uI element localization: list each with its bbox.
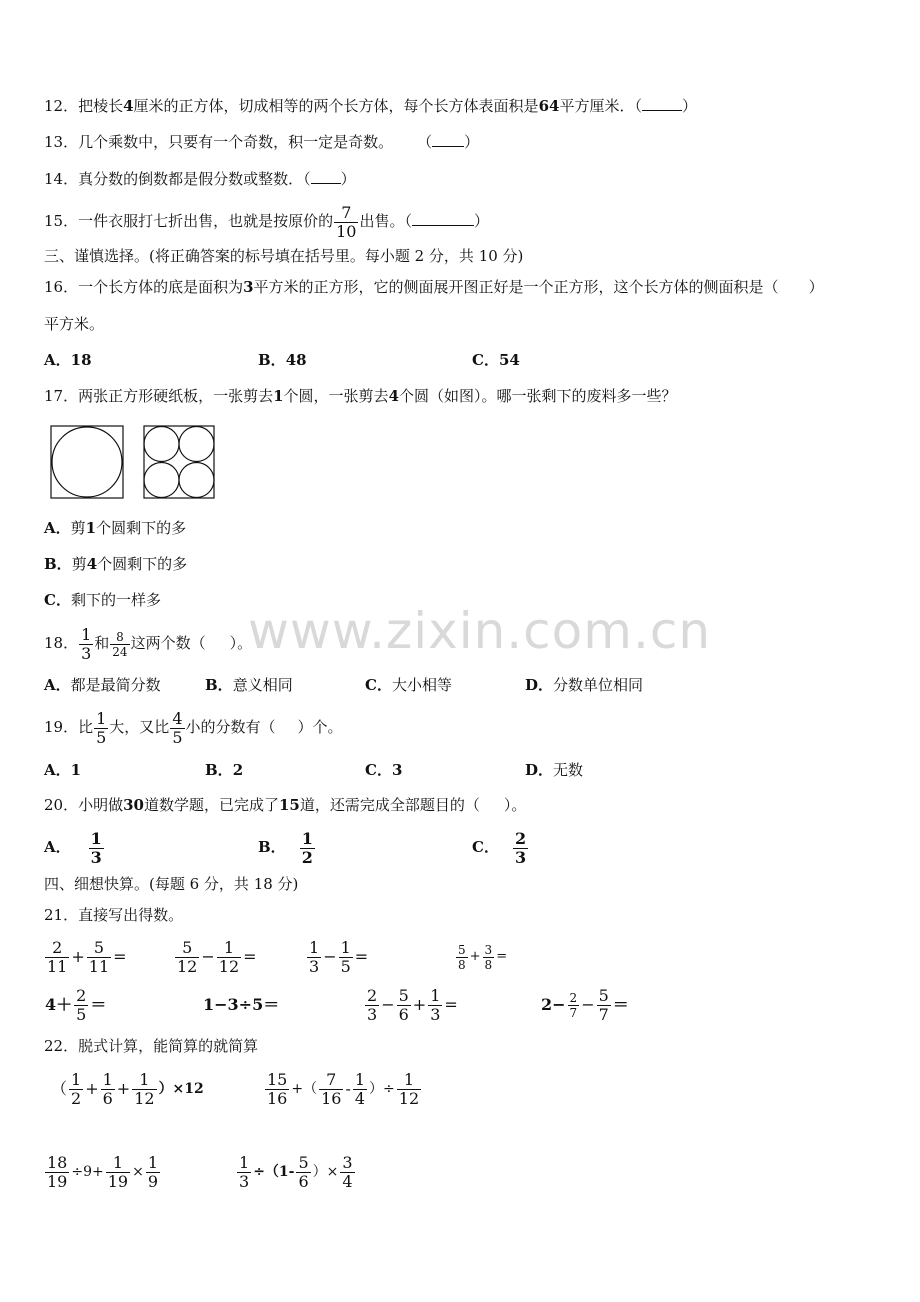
expression-21-3: $\frac{1}{3}$ − $\frac{1}{5}$ =	[309, 937, 369, 976]
question-20: 20．小明做30道数学题，已完成了15道，还需完成全部题目的（ ）。	[44, 796, 527, 814]
fraction: $\frac{8}{24}$	[112, 629, 128, 659]
expression-22-4: $\frac{1}{3}$ ÷（1- $\frac{5}{6}$ ）× $\frac{3}{4}$	[239, 1152, 353, 1191]
option-b[interactable]: B．意义相同	[205, 676, 293, 694]
option-b[interactable]: B．剪4个圆剩下的多	[44, 555, 188, 573]
option-c[interactable]: C．54	[472, 351, 520, 369]
question-19: 19．比 $\frac{1}{5}$ 大，又比 $\frac{4}{5}$ 小的分数有（ ）个。	[44, 708, 343, 747]
watermark: www.zixin.com.cn	[248, 602, 712, 660]
expression-21-4: $\frac{5}{8}$ + $\frac{3}{8}$ =	[458, 942, 508, 972]
small-circle	[179, 427, 214, 462]
square-one-circle	[51, 426, 123, 498]
question-13: 13．几个乘数中，只要有一个奇数，积一定是奇数。 （ ）	[44, 133, 480, 151]
expression-22-2: $\frac{15}{16}$ +（ $\frac{7}{16}$ - $\frac{1}{4}$ ）÷ $\frac{1}{12}$	[267, 1069, 420, 1108]
square-four-circles	[144, 426, 214, 498]
option-a[interactable]: A．都是最简分数	[44, 676, 161, 694]
question-15: 15．一件衣服打七折出售，也就是按原价的 $\frac{7}{10}$ 出售。（ ）	[44, 202, 489, 241]
question-16: 16．一个长方体的底是面积为3平方米的正方形，它的侧面展开图正好是一个正方形，这个长方体的侧面积是（ ）	[44, 278, 824, 296]
expression-21-6: 1−3÷5＝	[203, 995, 280, 1014]
question-17: 17．两张正方形硬纸板，一张剪去1个圆，一张剪去4个圆（如图）。哪一张剩下的废料多一些？	[44, 387, 677, 405]
option-d[interactable]: D．无数	[525, 761, 584, 779]
answer-blank[interactable]	[412, 211, 474, 226]
fraction: $\frac{7}{10}$	[336, 202, 357, 241]
question-12: 12．把棱长4厘米的正方体，切成相等的两个长方体，每个长方体表面积是64平方厘米．（ ）	[44, 97, 697, 115]
answer-blank[interactable]	[432, 132, 464, 147]
option-b[interactable]: B．48	[258, 351, 307, 369]
fraction: $\frac{1}{3}$	[81, 624, 92, 663]
option-a[interactable]: A．18	[44, 351, 92, 369]
option-c[interactable]: C．3	[365, 761, 403, 779]
expression-21-8: 2− $\frac{2}{7}$ − $\frac{5}{7}$ ＝	[541, 985, 629, 1024]
fraction: $\frac{4}{5}$	[172, 708, 183, 747]
fraction: $\frac{1}{5}$	[96, 708, 107, 747]
option-a[interactable]: A．剪1个圆剩下的多	[44, 519, 187, 537]
question-21: 21．直接写出得数。	[44, 906, 184, 924]
option-a[interactable]: A． $\frac{1}{3}$	[44, 828, 102, 867]
question-14: 14．真分数的倒数都是假分数或整数．（ ）	[44, 170, 356, 188]
expression-21-2: $\frac{5}{12}$ − $\frac{1}{12}$ =	[177, 937, 257, 976]
small-circle	[144, 427, 179, 462]
option-d[interactable]: D．分数单位相同	[525, 676, 644, 694]
expression-21-7: $\frac{2}{3}$ − $\frac{5}{6}$ + $\frac{1}{3}$ =	[367, 985, 458, 1024]
question-16-cont: 平方米。	[44, 315, 105, 333]
expression-22-1: （ $\frac{1}{2}$ + $\frac{1}{6}$ + $\frac{1}{12}$ ）×12	[51, 1069, 204, 1108]
cardboard-figure	[50, 424, 218, 500]
section-4-heading: 四、细想快算。(每题 6 分，共 18 分)	[44, 875, 299, 893]
question-18: 18． $\frac{1}{3}$ 和 $\frac{8}{24}$ 这两个数（ ）。	[44, 624, 253, 663]
option-c[interactable]: C．剩下的一样多	[44, 591, 161, 609]
answer-blank[interactable]	[311, 169, 341, 184]
small-circle	[179, 463, 214, 498]
option-b[interactable]: B．2	[205, 761, 244, 779]
section-3-heading: 三、谨慎选择。(将正确答案的标号填在括号里。每小题 2 分，共 10 分)	[44, 247, 524, 265]
expression-22-3: $\frac{18}{19}$ ÷9+ $\frac{1}{19}$ × $\frac{1}{9}$	[47, 1152, 159, 1191]
expression-21-1: $\frac{2}{11}$ + $\frac{5}{11}$ =	[47, 937, 127, 976]
question-22: 22．脱式计算，能简算的就简算	[44, 1037, 259, 1055]
large-circle	[52, 427, 122, 497]
option-b[interactable]: B． $\frac{1}{2}$	[258, 828, 313, 867]
option-c[interactable]: C． $\frac{2}{3}$	[472, 828, 527, 867]
small-circle	[144, 463, 179, 498]
expression-21-5: 4＋ $\frac{2}{5}$ ＝	[45, 985, 107, 1024]
option-a[interactable]: A．1	[44, 761, 82, 779]
option-c[interactable]: C．大小相等	[365, 676, 452, 694]
answer-blank[interactable]	[642, 96, 682, 111]
